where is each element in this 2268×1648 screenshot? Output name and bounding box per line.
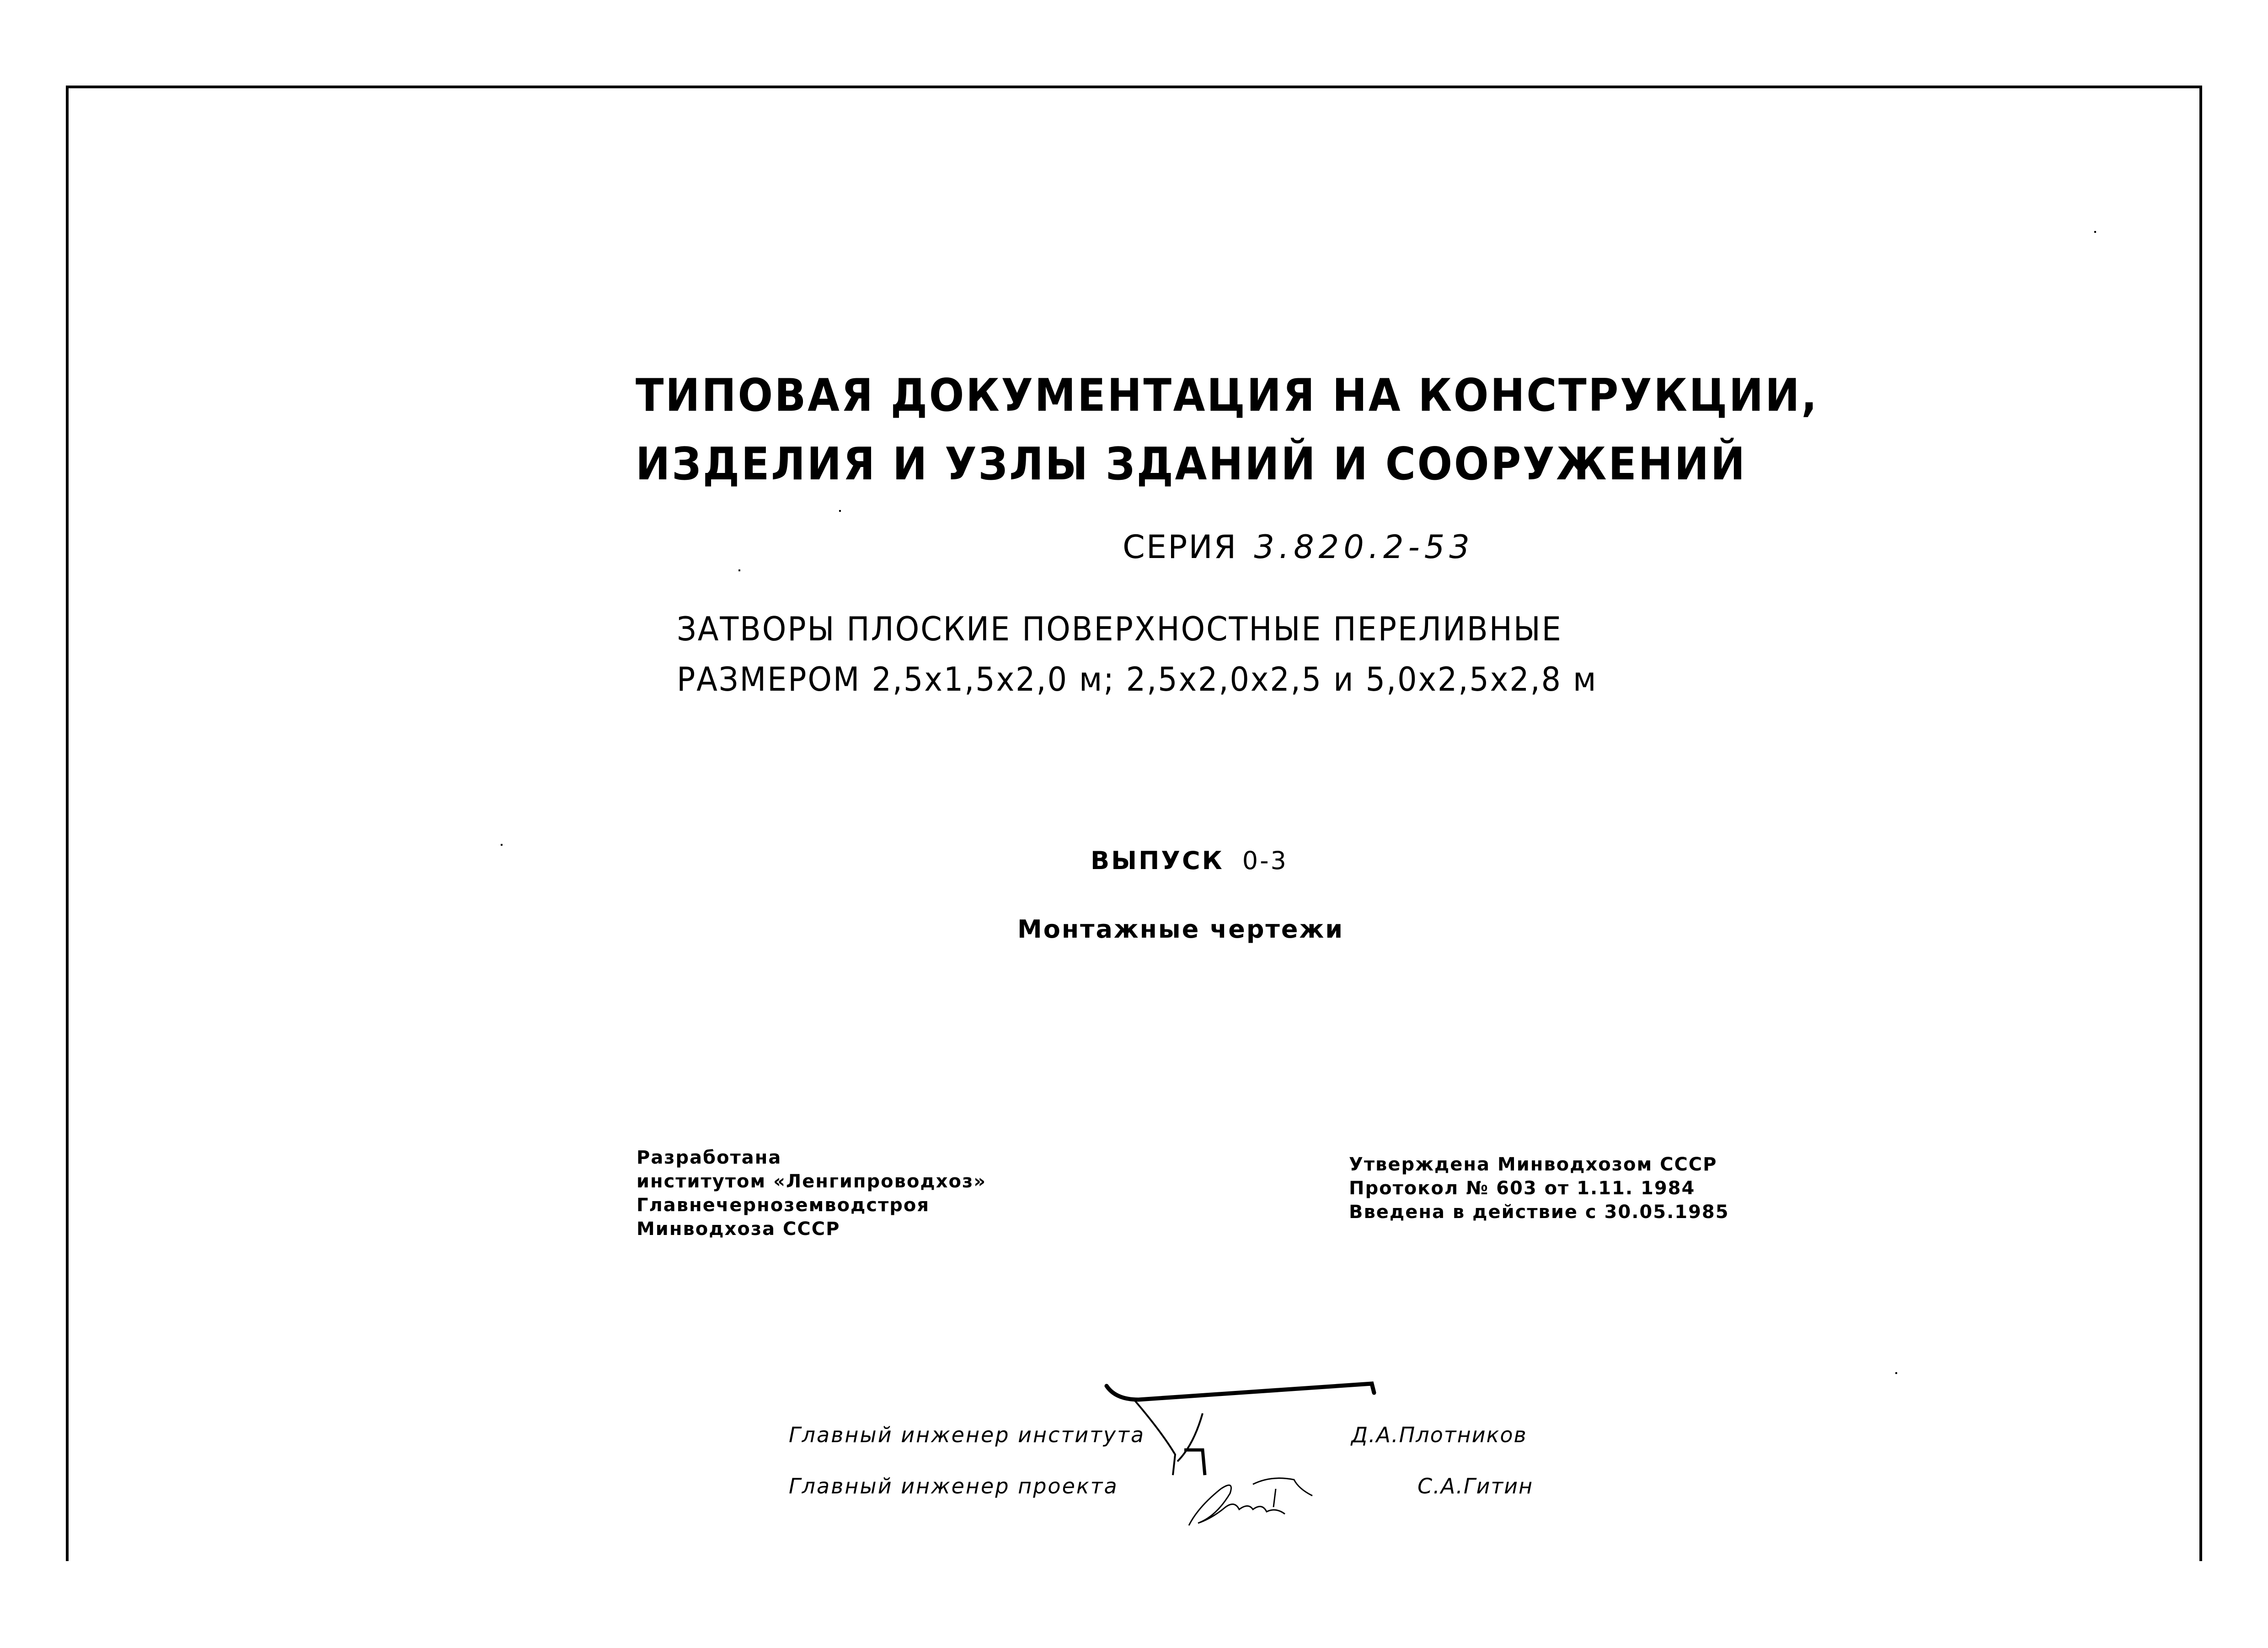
- document-subject: [677, 604, 1597, 704]
- signature-2-icon: [1184, 1475, 1349, 1530]
- signatory-2-name: С.А.Гитин: [1418, 1474, 1534, 1498]
- issue-label: ВЫПУСК: [1091, 846, 1224, 875]
- approval-line: Утверждена Минводхозом СССР: [1349, 1154, 1717, 1175]
- approval-line: Протокол № 603 от 1.11. 1984: [1349, 1178, 1696, 1199]
- developed-by-block: [637, 1146, 986, 1241]
- title-line-2: ИЗДЕЛИЯ И УЗЛЫ ЗДАНИЙ И СООРУЖЕНИЙ: [636, 438, 1747, 490]
- issue-description: Монтажные чертежи: [1017, 915, 1344, 944]
- developed-by-line: Разработана: [637, 1147, 782, 1168]
- document-title: [636, 361, 1819, 499]
- scan-speck: [1895, 1372, 1897, 1374]
- issue-number: 0-3: [1242, 846, 1288, 875]
- title-line-1: ТИПОВАЯ ДОКУМЕНТАЦИЯ НА КОНСТРУКЦИИ,: [636, 370, 1819, 422]
- developed-by-line: Главнечерноземводстроя: [637, 1195, 930, 1216]
- developed-by-line: Минводхоза СССР: [637, 1219, 840, 1240]
- scan-speck: [2094, 231, 2096, 233]
- signatory-2-role: Главный инженер проекта: [789, 1474, 1118, 1498]
- signature-1-icon: [1097, 1377, 1390, 1482]
- series-number: 3.820.2-53: [1254, 528, 1474, 566]
- signatory-1-name: Д.А.Плотников: [1351, 1423, 1527, 1447]
- series-designation: [1123, 528, 1474, 566]
- series-label: СЕРИЯ: [1123, 528, 1238, 566]
- frame-left-border: [66, 86, 69, 1561]
- scan-speck: [501, 844, 503, 846]
- frame-top-border: [66, 86, 2202, 88]
- scan-speck: [839, 510, 841, 512]
- approval-block: [1349, 1153, 1729, 1224]
- approval-line: Введена в действие с 30.05.1985: [1349, 1202, 1729, 1223]
- scan-speck: [738, 569, 740, 571]
- issue-designation: [1091, 846, 1288, 875]
- frame-right-border: [2199, 86, 2202, 1561]
- subject-line-1: ЗАТВОРЫ ПЛОСКИЕ ПОВЕРХНОСТНЫЕ ПЕРЕЛИВНЫЕ: [677, 610, 1562, 648]
- developed-by-line: институтом «Ленгипроводхоз»: [637, 1171, 987, 1192]
- subject-line-2: РАЗМЕРОМ 2,5х1,5х2,0 м; 2,5х2,0х2,5 и 5,0х2,5х2,8 м: [677, 660, 1598, 698]
- signatory-1-role: Главный инженер института: [789, 1423, 1145, 1447]
